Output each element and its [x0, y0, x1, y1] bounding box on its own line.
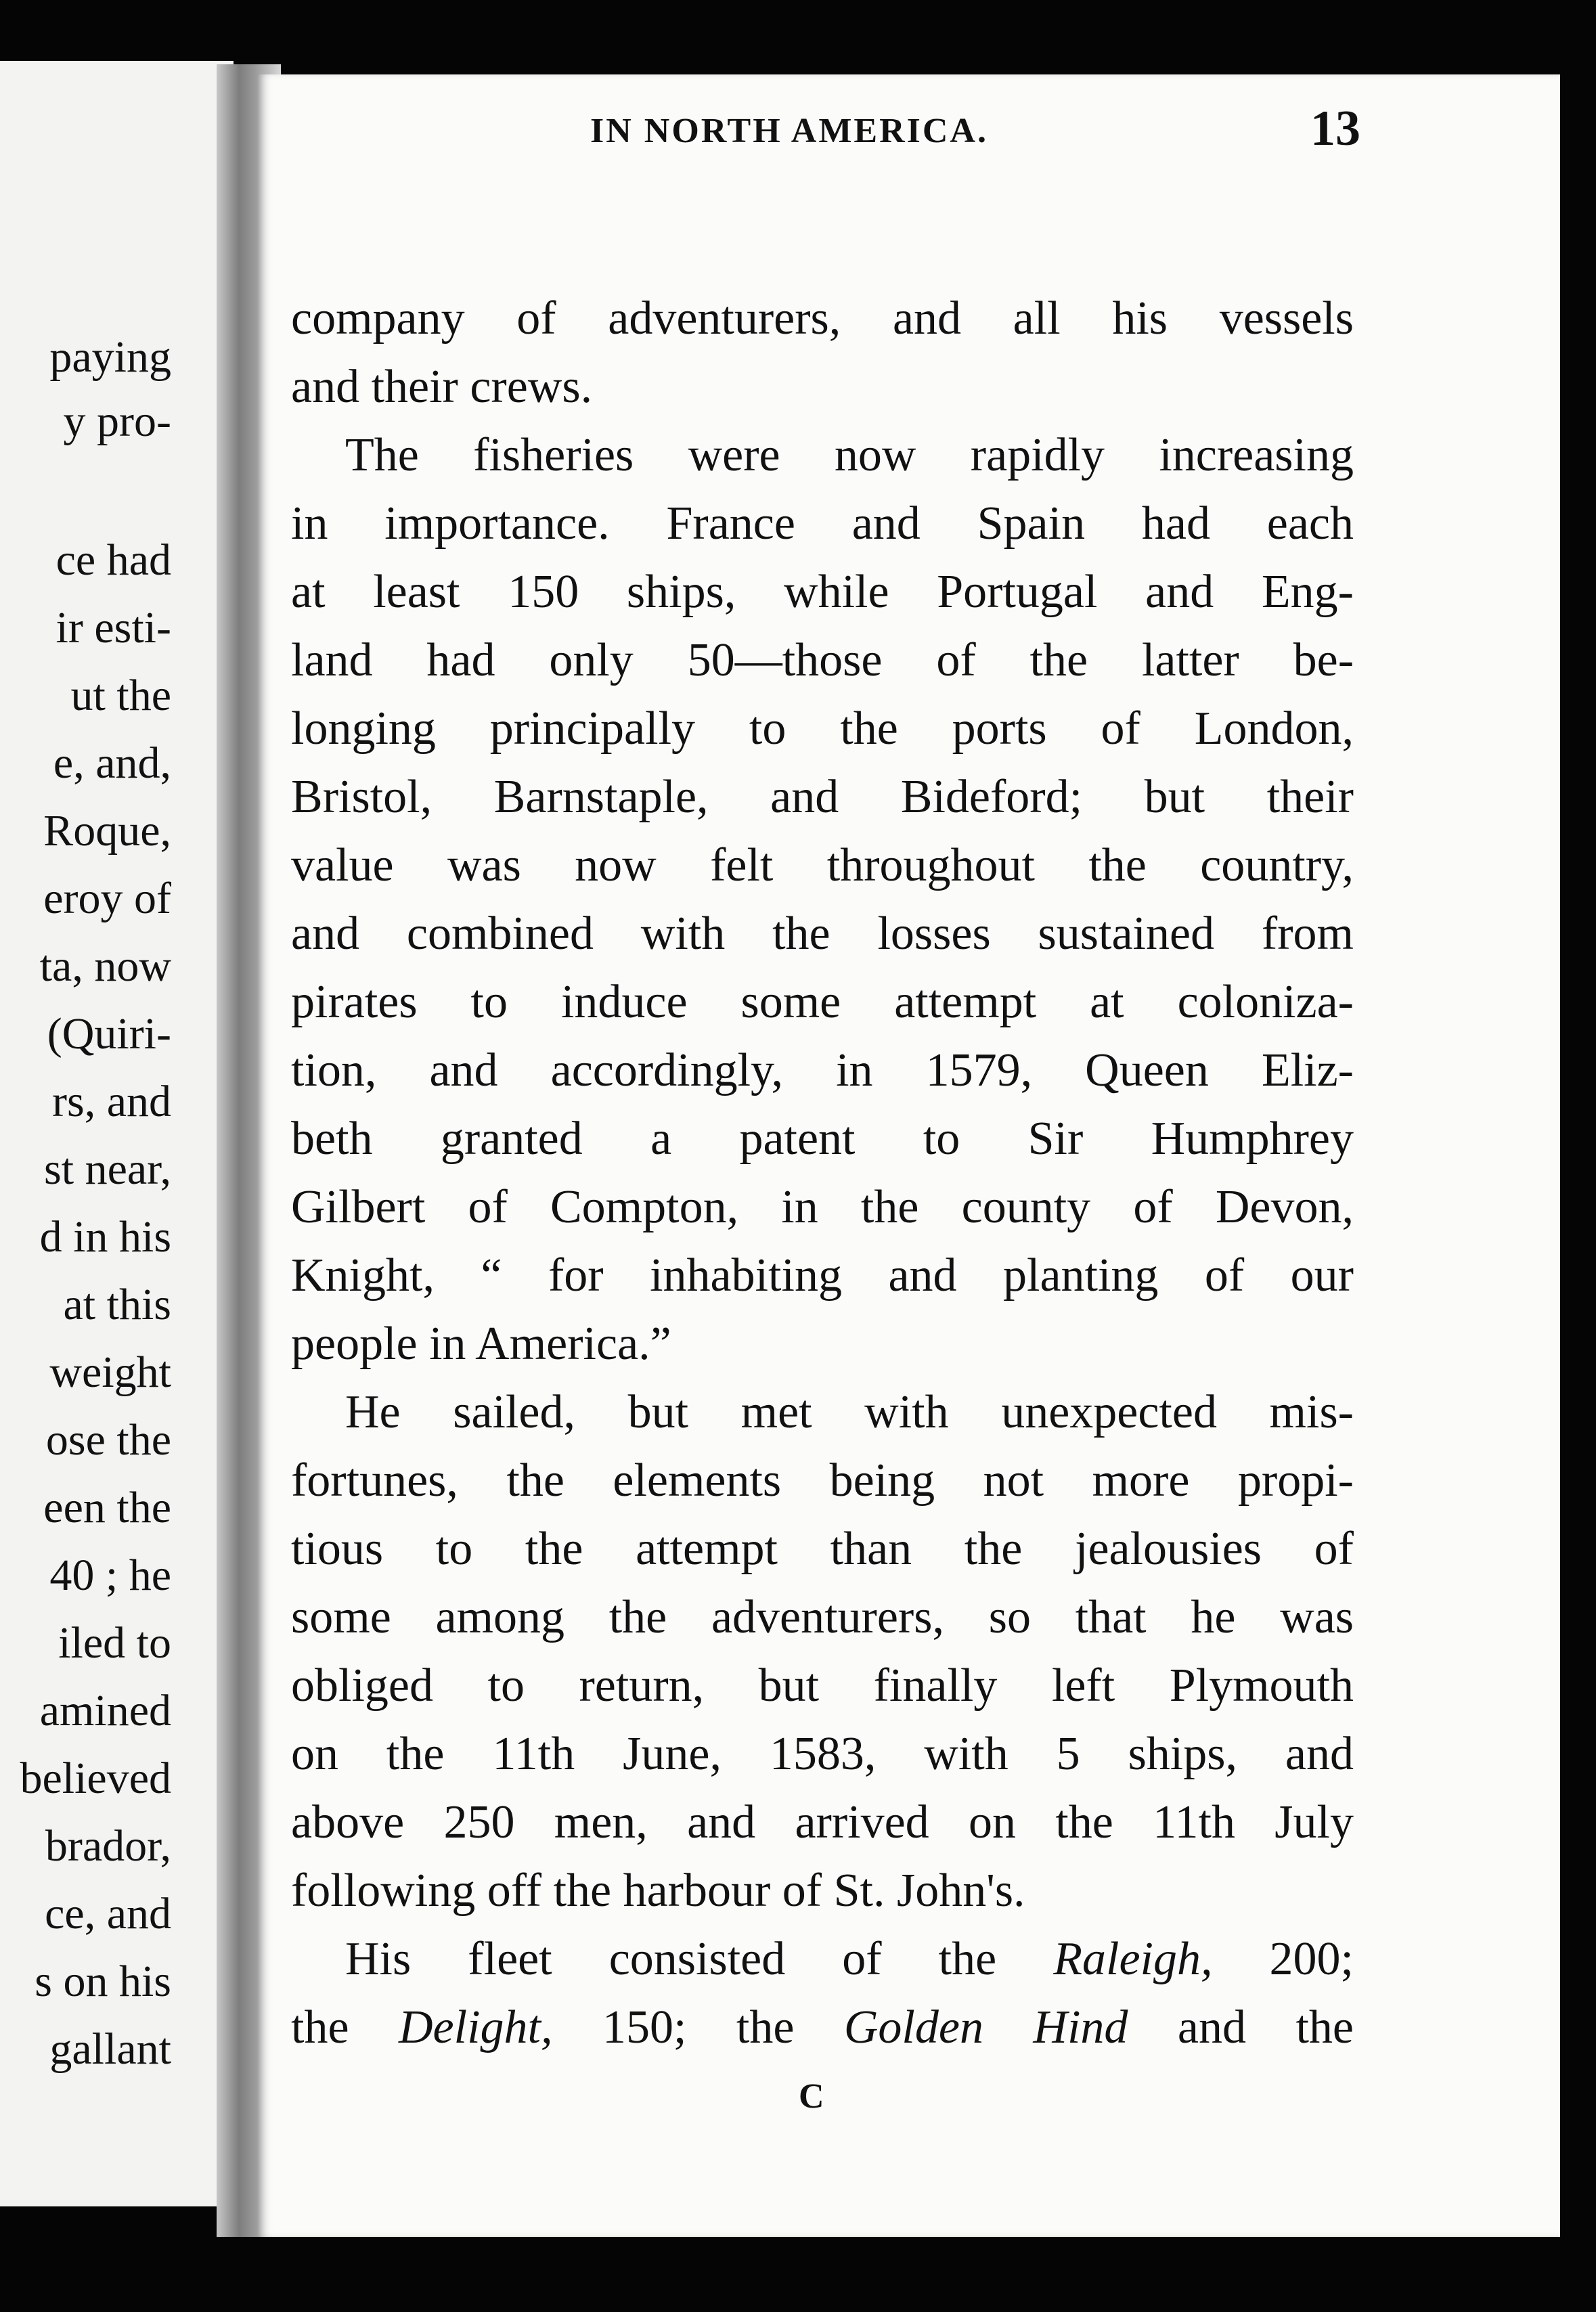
left-line: eroy of: [43, 874, 171, 923]
left-line: e, and,: [53, 738, 171, 788]
text-run: His fleet consisted of the: [345, 1933, 1054, 1985]
text-run: 200;: [1212, 1933, 1354, 1985]
running-head: IN NORTH AMERICA.: [590, 112, 988, 150]
text-line: pirates to induce some attempt at coloniza-: [291, 976, 1354, 1028]
text-line: above 250 men, and arrived on the 11th July: [291, 1796, 1354, 1848]
left-line: iled to: [58, 1618, 171, 1668]
body-text: [291, 284, 1354, 2062]
left-line: ut the: [70, 671, 171, 720]
text-line: and combined with the losses sustained from: [291, 908, 1354, 960]
text-run: 150; the: [552, 2001, 844, 2053]
text-line: land had only 50—those of the latter be-: [291, 634, 1354, 686]
text-line: some among the adventurers, so that he was: [291, 1591, 1354, 1643]
left-line: rs, and: [52, 1077, 171, 1126]
text-line: value was now felt throughout the country,: [291, 839, 1354, 891]
left-line: (Quiri-: [47, 1009, 171, 1059]
text-line: [291, 1993, 1354, 2062]
text-line: in importance. France and Spain had each: [291, 497, 1354, 550]
left-line: ce had: [56, 535, 171, 585]
left-line: ta, now: [39, 941, 171, 991]
left-line: gallant: [49, 2024, 171, 2074]
left-line: d in his: [39, 1212, 171, 1262]
text-line: obliged to return, but finally left Plymouth: [291, 1660, 1354, 1712]
left-line: een the: [43, 1483, 171, 1532]
left-line: brador,: [45, 1821, 171, 1871]
text-run: the: [291, 2001, 399, 2053]
left-line: y pro-: [63, 397, 171, 446]
left-line: paying: [49, 332, 171, 382]
page-number: 13: [1310, 101, 1360, 156]
text-line: at least 150 ships, while Portugal and Eng-: [291, 566, 1354, 618]
text-run: and the: [1128, 2001, 1354, 2053]
left-line: ose the: [45, 1415, 171, 1465]
page-header: [332, 103, 1360, 164]
left-line: believed: [20, 1754, 171, 1803]
text-line: on the 11th June, 1583, with 5 ships, and: [291, 1728, 1354, 1780]
left-line: 40 ; he: [49, 1551, 171, 1600]
left-page-fragment: [0, 61, 234, 2206]
left-line: amined: [39, 1686, 171, 1735]
left-line: Roque,: [43, 806, 171, 855]
left-line: ir esti-: [56, 603, 171, 652]
ship-name: Delight,: [399, 2001, 553, 2053]
text-line: The fisheries were now rapidly increasing: [345, 429, 1354, 481]
text-line: Bristol, Barnstaple, and Bideford; but their: [291, 771, 1354, 823]
text-line: Knight, “ for inhabiting and planting of our: [291, 1249, 1354, 1302]
left-line: weight: [49, 1348, 171, 1397]
left-line: at this: [63, 1280, 171, 1329]
text-line: people in America.”: [291, 1318, 671, 1370]
text-line: tious to the attempt than the jealousies of: [291, 1523, 1354, 1575]
text-line: Gilbert of Compton, in the county of Devon,: [291, 1181, 1354, 1233]
left-line: st near,: [44, 1144, 171, 1194]
text-line: beth granted a patent to Sir Humphrey: [291, 1113, 1354, 1165]
left-line: s on his: [35, 1957, 171, 2006]
text-line: company of adventurers, and all his vessels: [291, 292, 1354, 344]
text-line: He sailed, but met with unexpected mis-: [345, 1386, 1354, 1438]
text-line: tion, and accordingly, in 1579, Queen Eliz-: [291, 1044, 1354, 1096]
text-line: [291, 1925, 1354, 1993]
ship-name: Golden Hind: [843, 2001, 1128, 2053]
text-line: and their crews.: [291, 361, 593, 413]
left-line: ce, and: [45, 1889, 171, 1938]
text-line: longing principally to the ports of London,: [291, 703, 1354, 755]
text-line: following off the harbour of St. John's.: [291, 1865, 1025, 1917]
ship-name: Raleigh,: [1053, 1933, 1213, 1985]
text-line: fortunes, the elements being not more propi-: [291, 1454, 1354, 1507]
signature-mark: C: [799, 2077, 824, 2116]
